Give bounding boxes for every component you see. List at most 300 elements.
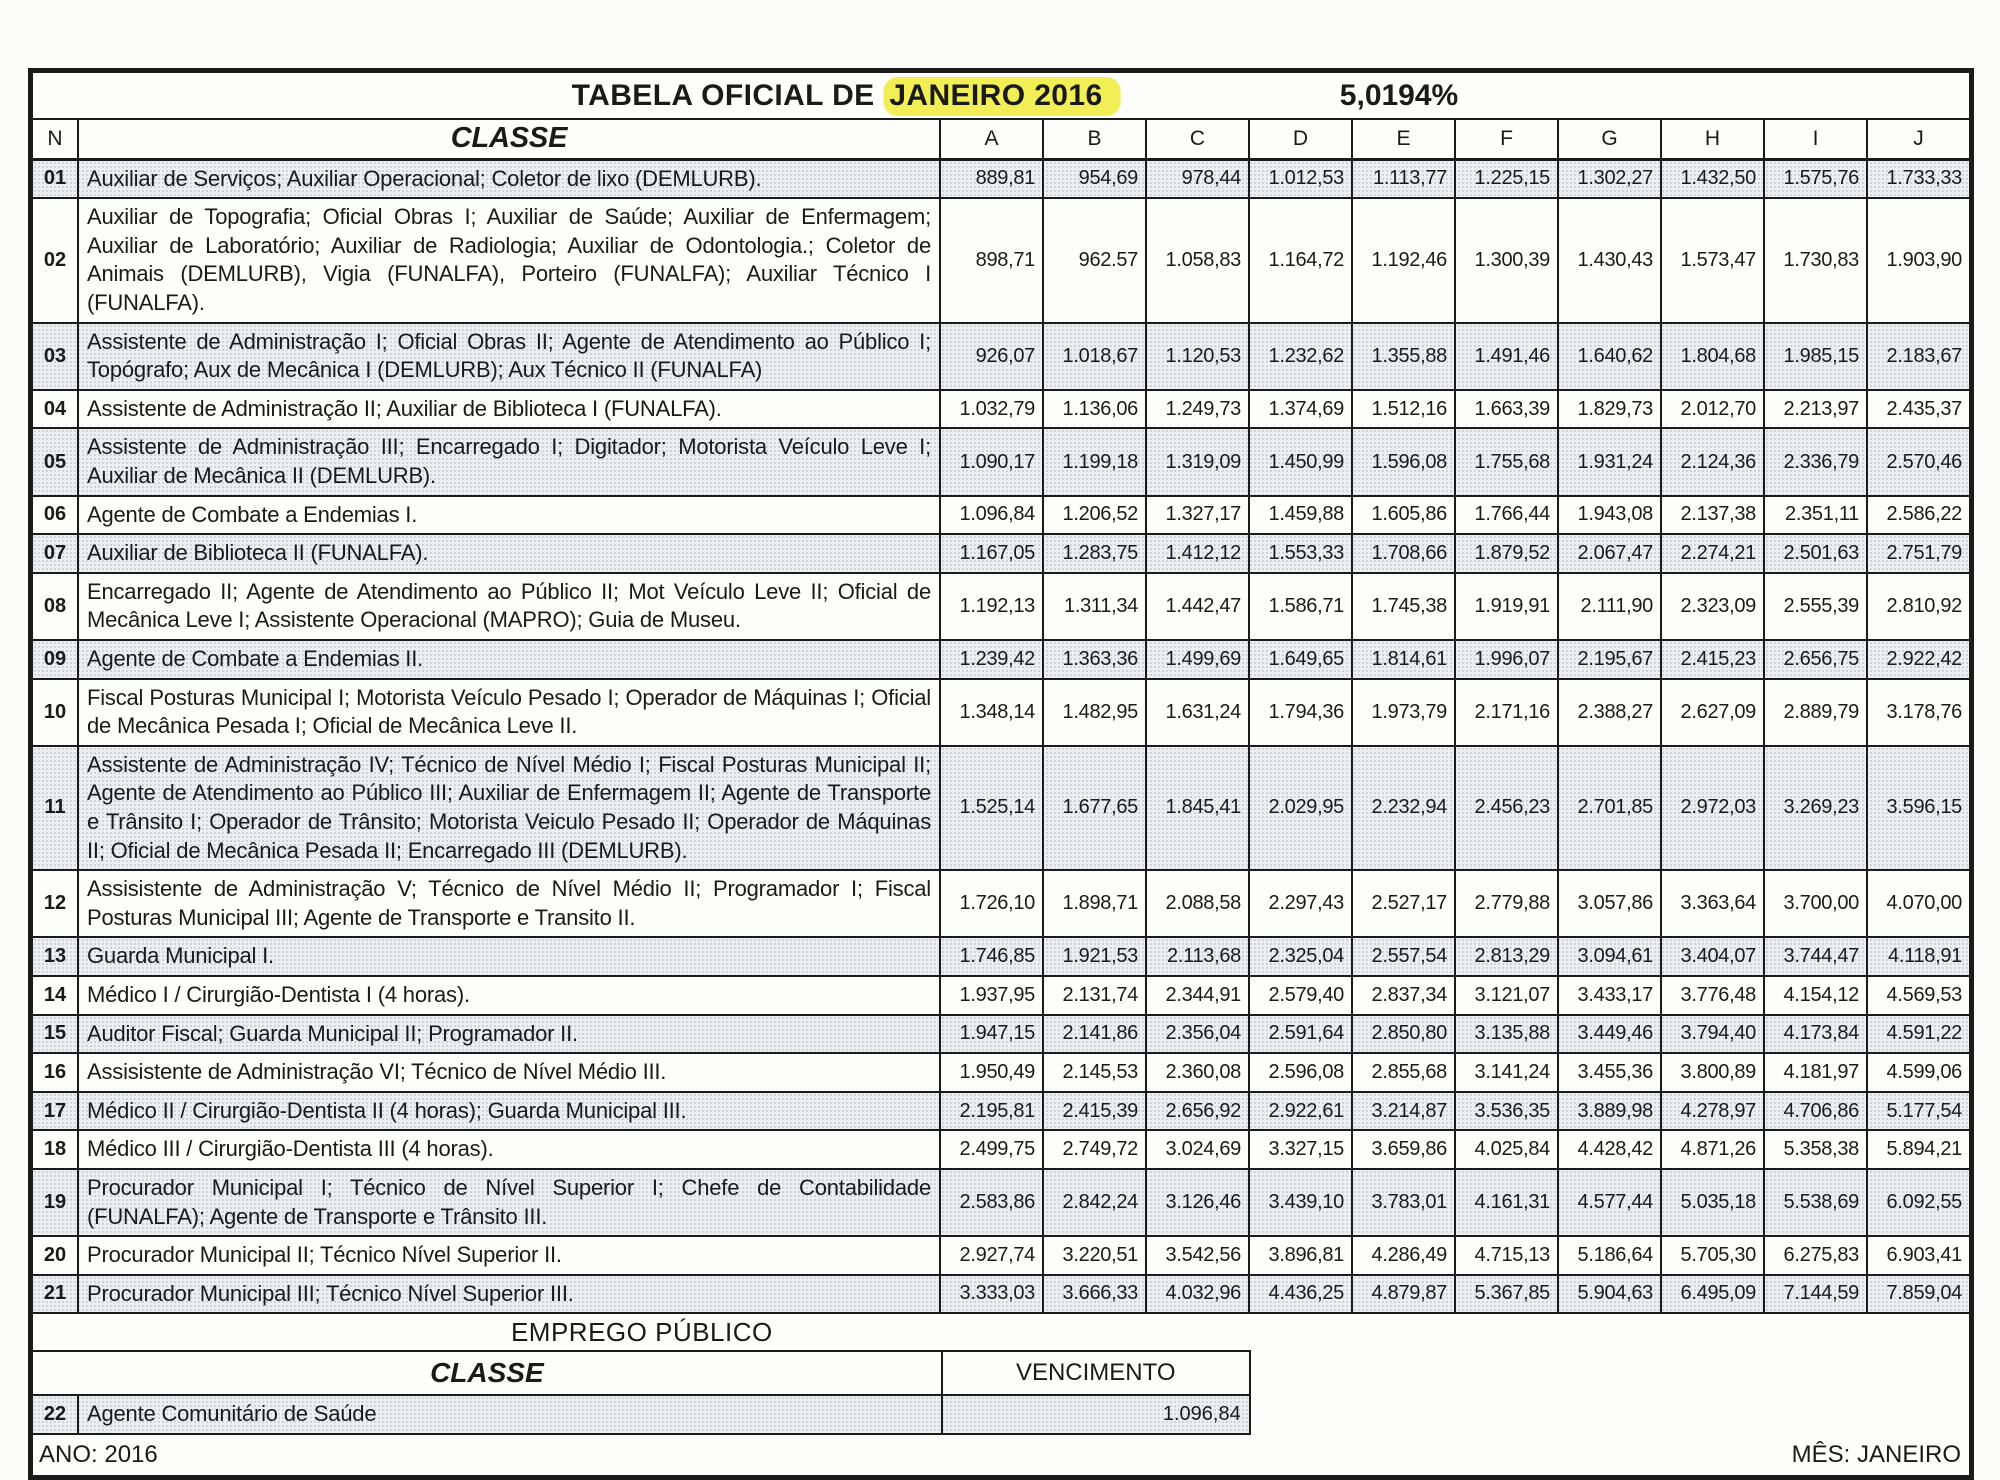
salary-value-cell: 4.278,97	[1660, 1093, 1763, 1130]
grade-column-header: G	[1557, 120, 1660, 158]
salary-value-cell: 5.177,54	[1866, 1093, 1969, 1130]
classe-cell	[77, 871, 939, 936]
salary-value-cell: 3.449,46	[1557, 1016, 1660, 1053]
salary-value-cell: 2.171,16	[1454, 680, 1557, 745]
salary-value-cell: 3.455,36	[1557, 1054, 1660, 1091]
salary-value-cell: 2.837,34	[1351, 977, 1454, 1014]
salary-value-cell: 2.701,85	[1557, 747, 1660, 869]
row-number-cell: 12	[43, 892, 67, 915]
classe-text: Encarregado II; Agente de Atendimento ao Público II; Mot Veículo Leve II; Oficial de Mecânica Leve I; Assistente Operacional (MAPRO); Guia de Museu.	[87, 578, 931, 633]
salary-value-cell: 5.894,21	[1866, 1131, 1969, 1168]
salary-value-cell: 4.154,12	[1763, 977, 1866, 1014]
salary-value-cell: 1.120,53	[1145, 324, 1248, 389]
salary-value-cell: 2.922,61	[1248, 1093, 1351, 1130]
salary-value-cell: 3.024,69	[1145, 1131, 1248, 1168]
salary-value-cell: 2.274,21	[1660, 535, 1763, 572]
salary-value-cell: 1.943,08	[1557, 497, 1660, 534]
classe-text: Auxiliar de Topografia; Oficial Obras I; Auxiliar de Saúde; Auxiliar de Enfermagem; Auxiliar de Laboratório; Auxiliar de Radiologia; Auxiliar de Odontologia.; Coletor de Animais (DEMLURB), Vigia (FUNALFA), Porteiro (FUNALFA); Auxiliar Técnico I (FUNALFA).	[87, 204, 931, 316]
table-row	[33, 391, 1969, 430]
salary-value-cell: 2.124,36	[1660, 429, 1763, 494]
salary-value-cell: 2.297,43	[1248, 871, 1351, 936]
salary-value-cell: 3.121,07	[1454, 977, 1557, 1014]
classe-cell	[77, 1396, 941, 1433]
salary-value-cell: 2.922,42	[1866, 641, 1969, 678]
salary-value-cell: 2.570,46	[1866, 429, 1969, 494]
salary-value-cell: 1.596,08	[1351, 429, 1454, 494]
row-number-cell: 20	[43, 1243, 67, 1266]
salary-value-cell: 1.499,69	[1145, 641, 1248, 678]
salary-value-cell: 1.113,77	[1351, 161, 1454, 198]
classe-text: Agente de Combate a Endemias I.	[87, 501, 418, 527]
salary-value-cell: 4.286,49	[1351, 1237, 1454, 1274]
salary-value-cell: 7.859,04	[1866, 1276, 1969, 1313]
salary-value-cell: 3.178,76	[1866, 680, 1969, 745]
classe-cell	[77, 1093, 939, 1130]
salary-value-cell: 3.327,15	[1248, 1131, 1351, 1168]
classe-text: Médico III / Cirurgião-Dentista III (4 horas).	[87, 1136, 494, 1162]
salary-value-cell: 1.032,79	[939, 391, 1042, 428]
salary-value-cell: 3.896,81	[1248, 1237, 1351, 1274]
salary-value-cell: 5.035,18	[1660, 1170, 1763, 1235]
salary-value-cell: 4.032,96	[1145, 1276, 1248, 1313]
page-title	[572, 79, 1121, 113]
salary-value-cell: 1.733,33	[1866, 161, 1969, 198]
salary-value-cell: 2.336,79	[1763, 429, 1866, 494]
salary-value-cell: 1.239,42	[939, 641, 1042, 678]
salary-value-cell: 3.596,15	[1866, 747, 1969, 869]
salary-value-cell: 1.412,12	[1145, 535, 1248, 572]
salary-value-cell: 3.333,03	[939, 1276, 1042, 1313]
table-row	[33, 1237, 1969, 1276]
classe-cell	[77, 497, 939, 534]
salary-value-cell: 1.430,43	[1557, 199, 1660, 321]
salary-value-cell: 1.012,53	[1248, 161, 1351, 198]
row-number-cell: 14	[43, 983, 67, 1006]
row-number-cell: 11	[44, 796, 66, 819]
salary-value-cell: 2.415,23	[1660, 641, 1763, 678]
salary-value-cell: 1.730,83	[1763, 199, 1866, 321]
salary-value-cell: 3.776,48	[1660, 977, 1763, 1014]
salary-value-cell: 954,69	[1042, 161, 1145, 198]
salary-value-cell: 2.325,04	[1248, 938, 1351, 975]
salary-value-cell: 2.088,58	[1145, 871, 1248, 936]
salary-value-cell: 1.919,91	[1454, 574, 1557, 639]
salary-value-cell: 1.136,06	[1042, 391, 1145, 428]
table-row	[33, 1131, 1969, 1170]
footer-month: MÊS: JANEIRO	[1791, 1440, 1961, 1468]
salary-value-cell: 2.232,94	[1351, 747, 1454, 869]
salary-value-cell: 4.161,31	[1454, 1170, 1557, 1235]
grade-column-header: C	[1145, 120, 1248, 158]
salary-value-cell: 1.300,39	[1454, 199, 1557, 321]
salary-value-cell: 2.627,09	[1660, 680, 1763, 745]
salary-value-cell: 2.810,92	[1866, 574, 1969, 639]
classe-text: Agente de Combate a Endemias II.	[87, 646, 424, 671]
salary-value-cell: 1.937,95	[939, 977, 1042, 1014]
salary-value-cell: 4.173,84	[1763, 1016, 1866, 1053]
salary-value-cell: 1.450,99	[1248, 429, 1351, 494]
salary-value-cell: 2.012,70	[1660, 391, 1763, 428]
salary-value-cell: 1.319,09	[1145, 429, 1248, 494]
classe-text: Médico II / Cirurgião-Dentista II (4 horas); Guarda Municipal III.	[87, 1097, 687, 1123]
salary-value-cell: 4.118,91	[1866, 938, 1969, 975]
classe-text: Médico I / Cirurgião-Dentista I (4 horas).	[87, 981, 470, 1007]
salary-value-cell: 2.183,67	[1866, 324, 1969, 389]
salary-value-cell: 1.199,18	[1042, 429, 1145, 494]
classe-cell	[77, 680, 939, 745]
salary-value-cell: 1.950,49	[939, 1054, 1042, 1091]
classe-text: Assisistente de Administração VI; Técnico de Nível Médio III.	[87, 1059, 667, 1085]
salary-value-cell: 1.708,66	[1351, 535, 1454, 572]
salary-value-cell: 2.388,27	[1557, 680, 1660, 745]
salary-value-cell: 1.090,17	[939, 429, 1042, 494]
salary-value-cell: 1.677,65	[1042, 747, 1145, 869]
salary-value-cell: 4.070,00	[1866, 871, 1969, 936]
table-row	[33, 1170, 1969, 1237]
salary-value-cell: 2.415,39	[1042, 1093, 1145, 1130]
salary-value-cell: 1.192,46	[1351, 199, 1454, 321]
salary-value-cell: 2.501,63	[1763, 535, 1866, 572]
classe-cell	[77, 977, 939, 1014]
salary-value-cell: 1.058,83	[1145, 199, 1248, 321]
salary-value-cell: 1.232,62	[1248, 324, 1351, 389]
salary-value-cell: 1.814,61	[1351, 641, 1454, 678]
classe-text: Assisistente de Administração V; Técnico de Nível Médio II; Programador I; Fiscal Posturas Municipal III; Agente de Transporte e Transito II.	[87, 876, 931, 930]
salary-value-cell: 1.631,24	[1145, 680, 1248, 745]
row-number-cell: 13	[43, 945, 67, 968]
salary-value-cell: 5.186,64	[1557, 1237, 1660, 1274]
table-row	[33, 680, 1969, 747]
salary-value-cell: 4.715,13	[1454, 1237, 1557, 1274]
salary-value-cell: 1.573,47	[1660, 199, 1763, 321]
salary-value-cell: 1.746,85	[939, 938, 1042, 975]
table-row	[33, 747, 1969, 871]
salary-value-cell: 1.302,27	[1557, 161, 1660, 198]
salary-value-cell: 3.800,89	[1660, 1054, 1763, 1091]
salary-value-cell: 2.360,08	[1145, 1054, 1248, 1091]
table-row	[33, 977, 1969, 1016]
row-number-cell: 08	[43, 594, 67, 617]
salary-value-cell: 3.269,23	[1763, 747, 1866, 869]
salary-value-cell: 4.428,42	[1557, 1131, 1660, 1168]
salary-value-cell: 2.751,79	[1866, 535, 1969, 572]
salary-value-cell: 1.249,73	[1145, 391, 1248, 428]
salary-value-cell: 1.903,90	[1866, 199, 1969, 321]
salary-value-cell: 1.206,52	[1042, 497, 1145, 534]
salary-value-cell: 1.745,38	[1351, 574, 1454, 639]
classe-cell	[77, 324, 939, 389]
salary-value-cell: 1.649,65	[1248, 641, 1351, 678]
grade-column-header: D	[1248, 120, 1351, 158]
salary-value-cell: 3.666,33	[1042, 1276, 1145, 1313]
title-prefix: TABELA OFICIAL DE	[571, 78, 884, 112]
table-row	[33, 1054, 1969, 1093]
classe-cell	[77, 429, 939, 494]
salary-value-cell: 3.141,24	[1454, 1054, 1557, 1091]
table-row	[33, 497, 1969, 536]
salary-value-cell: 1.363,36	[1042, 641, 1145, 678]
classe-text: Assistente de Administração II; Auxiliar de Biblioteca I (FUNALFA).	[87, 395, 722, 421]
classe-text: Auxiliar de Biblioteca II (FUNALFA).	[87, 540, 429, 566]
row-number-cell: 02	[43, 248, 67, 271]
salary-value-cell: 1.804,68	[1660, 324, 1763, 389]
table-row	[33, 535, 1969, 574]
salary-value-cell: 5.358,38	[1763, 1131, 1866, 1168]
row-number-cell: 18	[43, 1138, 67, 1161]
table-title-row	[33, 73, 1969, 120]
salary-value-cell: 3.220,51	[1042, 1237, 1145, 1274]
salary-value-cell: 2.855,68	[1351, 1054, 1454, 1091]
classe-text: Guarda Municipal I.	[87, 943, 274, 969]
classe-cell	[77, 1054, 939, 1091]
salary-value-cell: 2.749,72	[1042, 1131, 1145, 1168]
salary-value-cell: 3.542,56	[1145, 1237, 1248, 1274]
salary-value-cell: 2.435,37	[1866, 391, 1969, 428]
salary-value-cell: 3.404,07	[1660, 938, 1763, 975]
salary-value-cell: 2.972,03	[1660, 747, 1763, 869]
salary-value-cell: 3.433,17	[1557, 977, 1660, 1014]
salary-value-cell: 6.275,83	[1763, 1237, 1866, 1274]
salary-value-cell: 1.327,17	[1145, 497, 1248, 534]
salary-value-cell: 1.640,62	[1557, 324, 1660, 389]
emprego-publico-section	[33, 1314, 1251, 1435]
row-number-cell: 10	[43, 700, 67, 723]
salary-value-cell: 2.137,38	[1660, 497, 1763, 534]
classe-cell	[77, 747, 939, 869]
salary-value-cell: 1.225,15	[1454, 161, 1557, 198]
salary-value-cell: 2.813,29	[1454, 938, 1557, 975]
salary-value-cell: 4.599,06	[1866, 1054, 1969, 1091]
salary-value-cell: 2.195,67	[1557, 641, 1660, 678]
salary-value-cell: 1.432,50	[1660, 161, 1763, 198]
column-header-row	[33, 120, 1969, 161]
table-row	[33, 641, 1969, 680]
row-number-cell: 15	[43, 1022, 67, 1045]
row-number-cell: 17	[43, 1099, 67, 1122]
emprego-publico-title: EMPREGO PÚBLICO	[33, 1314, 1251, 1352]
salary-value-cell: 1.374,69	[1248, 391, 1351, 428]
salary-value-cell: 3.094,61	[1557, 938, 1660, 975]
salary-value-cell: 1.726,10	[939, 871, 1042, 936]
salary-value-cell: 3.536,35	[1454, 1093, 1557, 1130]
salary-value-cell: 1.442,47	[1145, 574, 1248, 639]
salary-value-cell: 1.096,84	[939, 497, 1042, 534]
classe-cell	[77, 161, 939, 198]
salary-value-cell: 1.973,79	[1351, 680, 1454, 745]
salary-value-cell: 3.889,98	[1557, 1093, 1660, 1130]
table-row	[33, 574, 1969, 641]
salary-value-cell: 1.898,71	[1042, 871, 1145, 936]
grade-column-header: E	[1351, 120, 1454, 158]
salary-value-cell: 2.213,97	[1763, 391, 1866, 428]
salary-value-cell: 2.656,75	[1763, 641, 1866, 678]
row-number-cell: 21	[43, 1282, 67, 1305]
classe-cell	[77, 1170, 939, 1235]
salary-value-cell: 2.779,88	[1454, 871, 1557, 936]
salary-value-cell: 898,71	[939, 199, 1042, 321]
grade-column-header: I	[1763, 120, 1866, 158]
table-row	[33, 938, 1969, 977]
classe-text: Assistente de Administração I; Oficial Obras II; Agente de Atendimento ao Público I; Topógrafo; Aux de Mecânica I (DEMLURB); Aux Técnico II (FUNALFA)	[87, 328, 931, 383]
salary-value-cell: 1.794,36	[1248, 680, 1351, 745]
salary-value-cell: 2.195,81	[939, 1093, 1042, 1130]
classe-text: Fiscal Posturas Municipal I; Motorista Veículo Pesado I; Operador de Máquinas I; Oficial de Mecânica Pesada I; Oficial de Mecânica Leve II.	[87, 684, 931, 739]
classe-text: Auditor Fiscal; Guarda Municipal II; Programador II.	[87, 1020, 578, 1046]
salary-value-cell: 2.889,79	[1763, 680, 1866, 745]
salary-value-cell: 2.344,91	[1145, 977, 1248, 1014]
salary-value-cell: 2.527,17	[1351, 871, 1454, 936]
emprego-header-row	[33, 1352, 1251, 1396]
salary-value-cell: 1.947,15	[939, 1016, 1042, 1053]
salary-value-cell: 1.512,16	[1351, 391, 1454, 428]
classe-cell	[77, 938, 939, 975]
salary-value-cell: 6.903,41	[1866, 1237, 1969, 1274]
salary-value-cell: 4.025,84	[1454, 1131, 1557, 1168]
salary-value-cell: 1.018,67	[1042, 324, 1145, 389]
salary-value-cell: 1.985,15	[1763, 324, 1866, 389]
salary-value-cell: 1.921,53	[1042, 938, 1145, 975]
salary-value-cell: 2.850,80	[1351, 1016, 1454, 1053]
classe-cell	[77, 1276, 939, 1313]
row-number-cell: 05	[43, 450, 67, 473]
salary-value-cell: 1.525,14	[939, 747, 1042, 869]
salary-value-cell: 1.164,72	[1248, 199, 1351, 321]
salary-value-cell: 1.482,95	[1042, 680, 1145, 745]
salary-value-cell: 2.557,54	[1351, 938, 1454, 975]
salary-value-cell: 2.067,47	[1557, 535, 1660, 572]
salary-value-cell: 2.927,74	[939, 1237, 1042, 1274]
footer-year: ANO: 2016	[39, 1440, 158, 1468]
salary-value-cell: 2.591,64	[1248, 1016, 1351, 1053]
salary-value-cell: 1.845,41	[1145, 747, 1248, 869]
salary-value-cell: 6.495,09	[1660, 1276, 1763, 1313]
salary-value-cell: 4.879,87	[1351, 1276, 1454, 1313]
row-number-cell: 03	[43, 344, 67, 367]
salary-value-cell: 3.794,40	[1660, 1016, 1763, 1053]
table-row	[33, 1016, 1969, 1055]
salary-value-cell: 6.092,55	[1866, 1170, 1969, 1235]
salary-value-cell: 1.575,76	[1763, 161, 1866, 198]
salary-value-cell: 1.491,46	[1454, 324, 1557, 389]
salary-value-cell: 2.145,53	[1042, 1054, 1145, 1091]
classe-cell	[77, 641, 939, 678]
vencimento-header: VENCIMENTO	[941, 1352, 1249, 1394]
row-number-cell: 06	[43, 503, 67, 526]
classe-text: Auxiliar de Serviços; Auxiliar Operacional; Coletor de lixo (DEMLURB).	[87, 165, 762, 191]
salary-value-cell: 4.569,53	[1866, 977, 1969, 1014]
salary-value-cell: 1.192,13	[939, 574, 1042, 639]
table-row	[33, 1276, 1969, 1315]
salary-value-cell: 3.700,00	[1763, 871, 1866, 936]
grade-column-header: H	[1660, 120, 1763, 158]
salary-value-cell: 2.555,39	[1763, 574, 1866, 639]
salary-value-cell: 4.436,25	[1248, 1276, 1351, 1313]
salary-value-cell: 4.706,86	[1763, 1093, 1866, 1130]
salary-value-cell: 7.144,59	[1763, 1276, 1866, 1313]
classe-text: Assistente de Administração IV; Técnico de Nível Médio I; Fiscal Posturas Municipal II; Agente de Atendimento ao Público III; Auxiliar de Enfermagem II; Agente de Transporte e Trânsito I; Operador de Trânsito; Motorista Veiculo Pesado II; Operador de Máquinas II; Oficial de Mecânica Pesada II; Encarregado III (DEMLURB).	[87, 751, 931, 863]
salary-value-cell: 4.577,44	[1557, 1170, 1660, 1235]
classe-text: Procurador Municipal II; Técnico Nível Superior II.	[87, 1242, 562, 1268]
salary-value-cell: 5.367,85	[1454, 1276, 1557, 1313]
emprego-classe-header: CLASSE	[430, 1357, 544, 1389]
classe-cell	[77, 1016, 939, 1053]
salary-value-cell: 1.167,05	[939, 535, 1042, 572]
grade-column-header: J	[1866, 120, 1969, 158]
table-row	[33, 871, 1969, 938]
salary-value-cell: 962.57	[1042, 199, 1145, 321]
salary-value-cell: 3.363,64	[1660, 871, 1763, 936]
salary-value-cell: 1.766,44	[1454, 497, 1557, 534]
salary-value-cell: 2.111,90	[1557, 574, 1660, 639]
row-number-cell: 19	[43, 1191, 67, 1213]
table-row	[33, 324, 1969, 391]
classe-text: Procurador Municipal I; Técnico de Nível Superior I; Chefe de Contabilidade (FUNALFA); Agente de Transporte e Trânsito III.	[87, 1174, 931, 1229]
salary-value-cell: 4.591,22	[1866, 1016, 1969, 1053]
classe-cell	[77, 1131, 939, 1168]
title-highlighted-month: JANEIRO 2016	[883, 77, 1120, 116]
salary-value-cell: 2.499,75	[939, 1131, 1042, 1168]
salary-value-cell: 2.131,74	[1042, 977, 1145, 1014]
salary-value-cell: 1.586,71	[1248, 574, 1351, 639]
salary-value-cell: 3.744,47	[1763, 938, 1866, 975]
salary-value-cell: 4.871,26	[1660, 1131, 1763, 1168]
salary-value-cell: 2.356,04	[1145, 1016, 1248, 1053]
salary-value-cell: 5.904,63	[1557, 1276, 1660, 1313]
vencimento-value-cell: 1.096,84	[941, 1396, 1249, 1433]
salary-value-cell: 2.656,92	[1145, 1093, 1248, 1130]
salary-value-cell: 4.181,97	[1763, 1054, 1866, 1091]
table-row	[33, 1093, 1969, 1132]
salary-value-cell: 2.586,22	[1866, 497, 1969, 534]
row-number-cell: 04	[43, 397, 67, 420]
salary-value-cell: 1.829,73	[1557, 391, 1660, 428]
salary-value-cell: 1.996,07	[1454, 641, 1557, 678]
salary-value-cell: 5.538,69	[1763, 1170, 1866, 1235]
classe-text: Procurador Municipal III; Técnico Nível Superior III.	[87, 1280, 574, 1306]
salary-value-cell: 2.141,86	[1042, 1016, 1145, 1053]
salary-value-cell: 2.596,08	[1248, 1054, 1351, 1091]
row-number-cell: 01	[43, 167, 67, 190]
table-row	[33, 161, 1969, 200]
grade-column-header: F	[1454, 120, 1557, 158]
table-row	[33, 199, 1969, 323]
salary-value-cell: 3.057,86	[1557, 871, 1660, 936]
salary-value-cell: 2.351,11	[1763, 497, 1866, 534]
n-column-header: N	[47, 126, 63, 150]
row-number-cell: 16	[43, 1060, 67, 1083]
salary-value-cell: 2.029,95	[1248, 747, 1351, 869]
salary-value-cell: 926,07	[939, 324, 1042, 389]
classe-text: Agente Comunitário de Saúde	[87, 1401, 377, 1427]
classe-cell	[77, 199, 939, 321]
salary-value-cell: 2.583,86	[939, 1170, 1042, 1235]
salary-value-cell: 2.579,40	[1248, 977, 1351, 1014]
salary-value-cell: 5.705,30	[1660, 1237, 1763, 1274]
table-row	[33, 429, 1969, 496]
salary-value-cell: 978,44	[1145, 161, 1248, 198]
footer-row	[33, 1435, 1969, 1475]
salary-value-cell: 1.348,14	[939, 680, 1042, 745]
row-number-cell: 22	[43, 1403, 67, 1426]
salary-value-cell: 1.931,24	[1557, 429, 1660, 494]
grade-column-header: B	[1042, 120, 1145, 158]
salary-value-cell: 1.355,88	[1351, 324, 1454, 389]
salary-value-cell: 1.755,68	[1454, 429, 1557, 494]
salary-value-cell: 2.323,09	[1660, 574, 1763, 639]
salary-value-cell: 2.842,24	[1042, 1170, 1145, 1235]
classe-cell	[77, 574, 939, 639]
salary-value-cell: 1.283,75	[1042, 535, 1145, 572]
